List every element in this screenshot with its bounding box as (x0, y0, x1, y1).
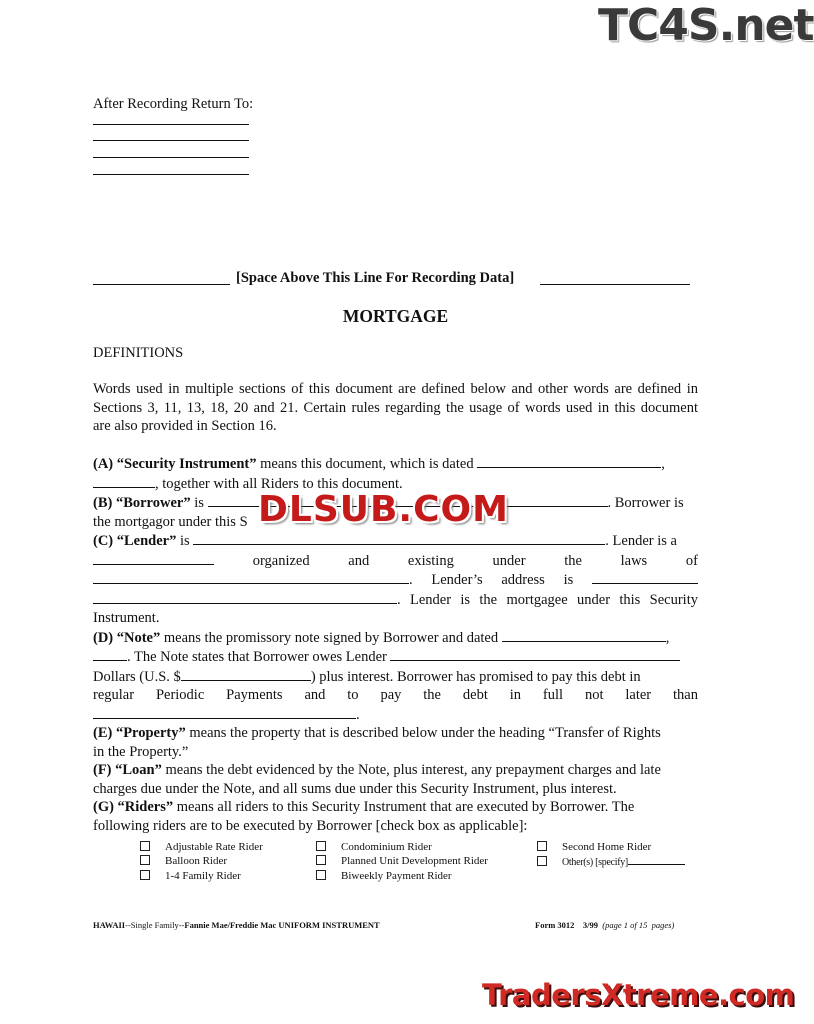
def-d-label: (D) “Note” (93, 629, 161, 646)
def-f-label: (F) “Loan” (93, 762, 162, 778)
return-to-line-4 (93, 174, 249, 175)
checkbox-icon[interactable] (140, 841, 150, 851)
def-e-label: (E) “Property” (93, 725, 186, 741)
rider-label: Condominium Rider (341, 841, 432, 853)
word: in (509, 687, 522, 703)
def-e-line-1 (93, 724, 698, 743)
rider-balloon[interactable] (140, 854, 227, 869)
word: laws (620, 552, 648, 569)
word: Lender’s (431, 572, 483, 588)
def-b-label: (B) “Borrower” (93, 495, 191, 511)
checkbox-icon[interactable] (537, 856, 547, 866)
note-year-field[interactable] (93, 647, 127, 661)
footer-state: HAWAII (93, 920, 126, 930)
lender-jurisdiction-field[interactable] (93, 570, 409, 584)
checkbox-icon[interactable] (140, 855, 150, 865)
security-instrument-year-field[interactable] (93, 474, 155, 488)
rider-second-home[interactable] (537, 840, 651, 855)
def-d-text-4: ) plus interest. Borrower has promised to pay this debt in (310, 668, 641, 685)
def-g-line-2: following riders are to be executed by Borrower [check box as applicable]: (93, 817, 528, 834)
word: is (563, 572, 574, 588)
word: and (304, 687, 326, 703)
rider-label: Adjustable Rate Rider (165, 841, 263, 853)
def-f-text: means the debt evidenced by the Note, plus interest, any prepayment charges and late (161, 762, 661, 778)
word: full (542, 687, 564, 703)
document-title: MORTGAGE (342, 306, 449, 326)
rider-label: Second Home Rider (562, 841, 652, 853)
note-amount-field[interactable] (181, 667, 311, 681)
checkbox-icon[interactable] (316, 870, 326, 880)
intro-line-2: Sections 3, 11, 13, 18, 20 and 21. Certain rules regarding the usage of words used in this document (93, 399, 698, 416)
watermark-tc4s: TC4S.net (598, 0, 814, 51)
lender-organization-type-field[interactable] (93, 551, 214, 565)
def-f-line-1 (93, 761, 698, 780)
checkbox-icon[interactable] (316, 855, 326, 865)
word: the (564, 552, 582, 569)
return-to-line-3 (93, 157, 249, 158)
def-a-text: means this document, which is dated (256, 456, 478, 472)
def-d-text-2: . The Note states that Borrower owes Lender (127, 649, 391, 665)
def-e-text: means the property that is described below under the heading “Transfer of Rights (185, 725, 661, 741)
word: pay (380, 687, 402, 703)
def-a-label: (A) “Security Instrument” (93, 456, 257, 472)
def-b-text: is (190, 495, 208, 511)
word: under (492, 552, 526, 569)
def-c-line-2 (93, 551, 698, 571)
note-date-field[interactable] (502, 628, 666, 642)
def-b-line-2: the mortgagor under this S (93, 513, 248, 530)
lender-address-field-2[interactable] (93, 590, 397, 604)
definitions-heading: DEFINITIONS (93, 345, 184, 361)
note-maturity-date-field[interactable] (93, 705, 356, 719)
return-to-line-1 (93, 124, 249, 125)
footer-form-title (93, 920, 380, 930)
word: address (501, 572, 545, 588)
lender-address-field-1[interactable] (592, 570, 698, 584)
checkbox-icon[interactable] (537, 841, 547, 851)
def-d-text: means the promissory note signed by Borrower and dated (160, 629, 502, 646)
definitions-intro (93, 380, 698, 436)
footer-form: Form 3012 3/99 (535, 920, 599, 930)
rider-label: Other(s) [specify] (562, 857, 628, 868)
def-c-line-1 (93, 531, 698, 551)
def-c-line-4 (93, 590, 698, 610)
def-c-line-5: Instrument. (93, 610, 160, 626)
word: to (347, 687, 359, 703)
word: the (423, 687, 441, 703)
watermark-dlsub: DLSUB.COM (258, 489, 509, 530)
def-c-text-2: . Lender is a (605, 533, 677, 549)
word: and (348, 552, 370, 569)
word: later (625, 687, 652, 703)
def-f-line-2: charges due under the Note, and all sums due under this Security Instrument, plus interest. (93, 780, 617, 797)
def-d-line-5: . (93, 705, 698, 725)
checkbox-icon[interactable] (316, 841, 326, 851)
rider-other[interactable] (537, 854, 685, 870)
rider-label: Biweekly Payment Rider (341, 870, 452, 882)
rider-1-4-family[interactable] (140, 869, 241, 884)
security-instrument-date-field[interactable] (477, 454, 661, 468)
rider-label: 1-4 Family Rider (165, 870, 241, 882)
rider-planned-unit-development[interactable] (316, 854, 488, 869)
def-d-text-3: Dollars (U.S. $ (93, 668, 181, 685)
recording-header: [Space Above This Line For Recording Data] (236, 270, 515, 286)
word: debt (462, 687, 488, 703)
def-c-text-4: . Lender is the mortgagee under this Security (397, 591, 698, 608)
def-e-line-2: in the Property.” (93, 743, 189, 760)
def-c-text: is (176, 533, 194, 549)
word: Periodic (155, 687, 205, 703)
def-d-line-1: (D) “Note” means the promissory note signed by Borrower and dated , (93, 629, 670, 646)
def-c-label: (C) “Lender” (93, 533, 177, 549)
def-b-text-2: . Borrower is (607, 495, 684, 511)
def-g-line-1 (93, 798, 698, 817)
rider-adjustable-rate[interactable] (140, 840, 263, 855)
return-to-label: After Recording Return To: (93, 96, 254, 112)
recording-line-left (93, 284, 230, 285)
word: not (584, 687, 604, 703)
intro-line-3: are also provided in Section 16. (93, 418, 277, 434)
rider-biweekly-payment[interactable] (316, 869, 452, 884)
footer-form-number (535, 920, 674, 930)
checkbox-icon[interactable] (140, 870, 150, 880)
footer-type: --Single Family-- (125, 920, 185, 930)
watermark-tradersxtreme: TradersXtreme.com (482, 978, 795, 1012)
rider-label: Planned Unit Development Rider (341, 855, 488, 867)
def-g-text: means all riders to this Security Instrument that are executed by Borrower. The (173, 799, 635, 815)
footer-instrument: Fannie Mae/Freddie Mac UNIFORM INSTRUMENT (184, 920, 380, 930)
other-rider-specify-field[interactable] (628, 854, 685, 865)
def-c-line-3: . Lender’s address is (93, 570, 698, 590)
rider-label: Balloon Rider (165, 855, 228, 867)
return-to-line-2 (93, 140, 249, 141)
def-d-line-2 (93, 647, 698, 667)
def-g-label: (G) “Riders” (93, 799, 174, 815)
word: regular (93, 687, 135, 703)
footer-page: (page 1 of 15 pages) (602, 920, 675, 930)
def-a-line-1: (A) “Security Instrument” means this document, which is dated , (93, 456, 665, 472)
lender-name-field[interactable] (193, 531, 605, 545)
word: than (673, 687, 698, 703)
intro-line-1: Words used in multiple sections of this document are defined below and other words are defined in (93, 381, 698, 397)
word: Payments (226, 687, 283, 703)
word: existing (407, 552, 454, 569)
def-d-line-3 (93, 667, 698, 687)
word: organized (252, 552, 310, 569)
recording-line-right (540, 284, 690, 285)
rider-condominium[interactable] (316, 840, 432, 855)
word: of (685, 552, 698, 569)
def-a-text-2: , together with all Riders to this document. (155, 475, 403, 492)
note-amount-words-field[interactable] (390, 647, 680, 661)
def-d-line-4 (93, 686, 698, 705)
